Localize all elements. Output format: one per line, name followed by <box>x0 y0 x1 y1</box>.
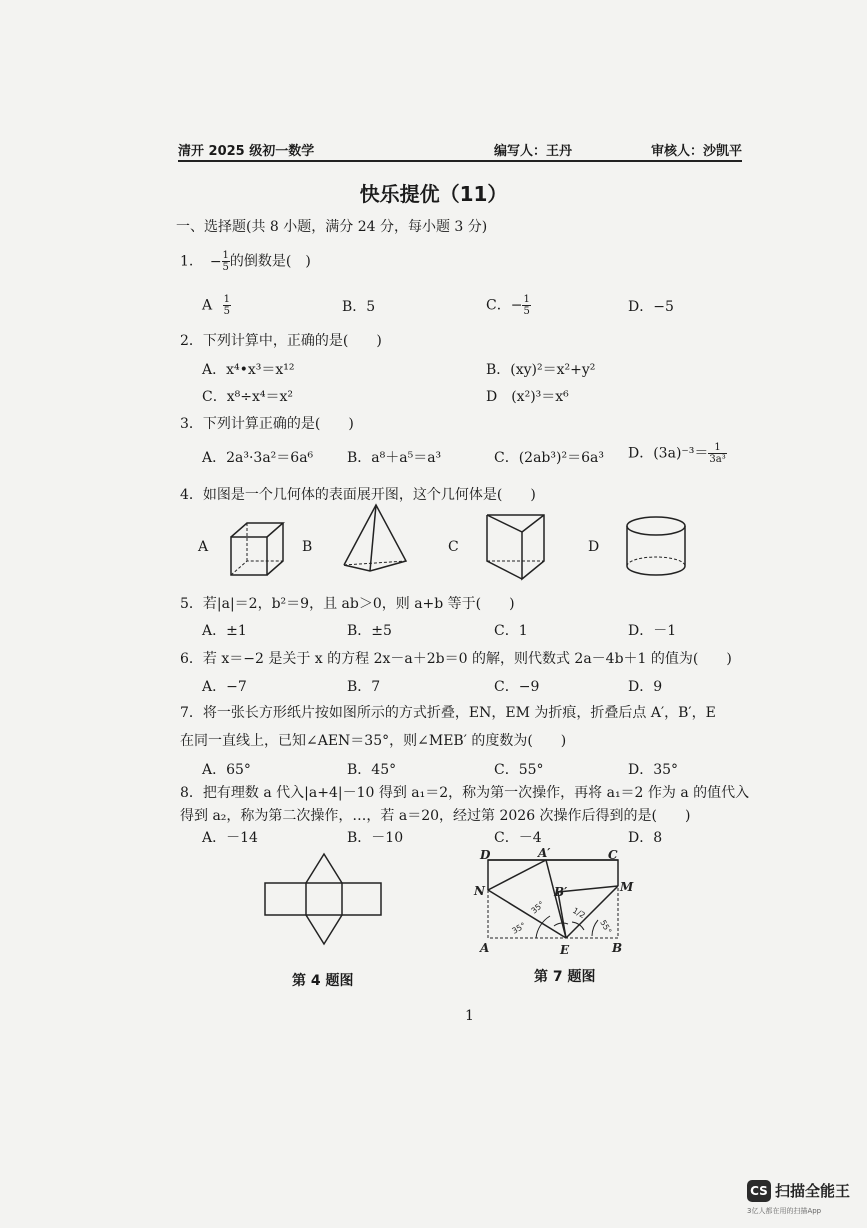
question-1-option-c <box>486 294 531 317</box>
question-7-option-d: D．35° <box>628 762 679 778</box>
fig7-angle-3: 1/2 <box>571 905 587 921</box>
question-8-option-c: C．－4 <box>494 830 542 846</box>
option-label: A <box>202 297 213 314</box>
option-d-prefix: D．(3a)⁻³＝ <box>628 445 709 462</box>
question-6-option-c: C．−9 <box>494 679 540 695</box>
cylinder-figure <box>624 514 690 580</box>
option-c-fraction <box>522 294 530 317</box>
question-1-number: 1. <box>180 253 194 270</box>
header-rule <box>178 160 742 162</box>
question-7-line2: 在同一直线上，已知∠AEN＝35°，则∠MEB′ 的度数为( ) <box>180 733 567 749</box>
fig7-angle-4: 55° <box>598 918 614 936</box>
question-4-option-c: C <box>448 539 459 555</box>
question-4-option-d: D <box>588 539 600 555</box>
frac-num: 1 <box>223 294 230 305</box>
watermark-name: 扫描全能王 <box>775 1182 851 1200</box>
question-2-stem: 2．下列计算中，正确的是( ) <box>180 333 382 349</box>
question-4-option-b: B <box>302 539 313 555</box>
question-5-stem: 5．若|a|＝2，b²＝9，且 ab＞0，则 a+b 等于( ) <box>180 596 515 612</box>
question-4-stem: 4．如图是一个几何体的表面展开图，这个几何体是( ) <box>180 487 536 503</box>
question-1-frac-num: 1 <box>222 250 229 261</box>
question-6-option-d: D．9 <box>628 679 663 695</box>
header-editor: 编写人：王丹 <box>494 144 573 159</box>
prism-figure <box>484 512 550 582</box>
page-number: 1 <box>465 1008 474 1024</box>
figure-4-net <box>262 848 384 956</box>
cube-figure <box>228 520 286 580</box>
question-2-option-d: D (x²)³＝x⁶ <box>486 389 569 405</box>
page-title: 快乐提优（11） <box>359 182 508 206</box>
question-7-option-b: B．45° <box>347 762 397 778</box>
question-3-option-c: C．(2ab³)²＝6a³ <box>494 450 604 466</box>
question-7-option-a: A．65° <box>202 762 251 778</box>
section-heading: 一、选择题(共 8 小题，满分 24 分，每小题 3 分) <box>176 219 488 235</box>
question-8-line1: 8．把有理数 a 代入|a+4|－10 得到 a₁＝2，称为第一次操作，再将 a₁＝2 作为 a 的值代入 <box>180 785 750 801</box>
frac-den: 3a³ <box>709 454 726 465</box>
pyramid-figure <box>340 502 410 574</box>
question-1-option-d: D．−5 <box>628 299 674 315</box>
question-1-option-a <box>202 294 231 317</box>
question-1-frac-den: 5 <box>222 262 229 273</box>
question-5-option-a: A．±1 <box>202 623 247 639</box>
question-7-line1: 7．将一张长方形纸片按如图所示的方式折叠，EN，EM 为折痕，折叠后点 A′，B′，E <box>180 705 716 721</box>
question-1-fraction <box>222 250 230 273</box>
fig7-angle-2: 35° <box>529 899 547 916</box>
figure-7-caption: 第 7 题图 <box>534 969 596 985</box>
figure-7-fold <box>476 846 636 966</box>
question-5-option-d: D．－1 <box>628 623 677 639</box>
question-8-option-a: A．－14 <box>202 830 258 846</box>
question-6-option-a: A．−7 <box>202 679 247 695</box>
option-label: C．− <box>486 297 523 314</box>
fig7-label-M: M <box>620 880 634 894</box>
question-4-option-a: A <box>198 539 209 555</box>
scanner-watermark <box>747 1178 859 1216</box>
fig7-label-B: B <box>612 941 623 955</box>
question-7-option-c: C．55° <box>494 762 544 778</box>
question-1-text: 的倒数是( ) <box>229 253 311 270</box>
question-1-option-b: B．5 <box>342 299 376 315</box>
question-1-neg: − <box>209 253 222 270</box>
fig7-angle-1: 35° <box>510 920 528 936</box>
fig7-label-N: N <box>474 884 485 898</box>
frac-den: 5 <box>523 306 530 317</box>
question-3-option-b: B．a⁸＋a⁵＝a³ <box>347 450 442 466</box>
question-2-option-c: C．x⁸÷x⁴＝x² <box>202 389 293 405</box>
fig7-label-A-prime: A′ <box>538 846 551 860</box>
question-2-option-b: B．(xy)²＝x²+y² <box>486 362 596 378</box>
fig7-label-D: D <box>480 848 491 862</box>
question-3-stem: 3．下列计算正确的是( ) <box>180 416 354 432</box>
fig7-label-B-prime: B′ <box>554 885 568 899</box>
cs-logo-icon: CS <box>747 1180 771 1202</box>
question-1-stem <box>180 250 311 273</box>
header-reviewer: 审核人：沙凯平 <box>651 144 743 159</box>
figure-4-caption: 第 4 题图 <box>292 973 354 989</box>
watermark-sub: 3亿人都在用的扫描App <box>747 1207 822 1215</box>
option-d-fraction <box>708 442 726 465</box>
question-5-option-c: C．1 <box>494 623 528 639</box>
question-8-option-b: B．－10 <box>347 830 404 846</box>
fig7-label-E: E <box>560 943 570 957</box>
question-8-option-d: D．8 <box>628 830 663 846</box>
question-8-line2: 得到 a₂，称为第二次操作，…，若 a＝20，经过第 2026 次操作后得到的是( ) <box>180 808 691 824</box>
frac-den: 5 <box>223 306 230 317</box>
frac-num: 1 <box>523 294 530 305</box>
question-3-option-d <box>628 442 727 465</box>
question-6-option-b: B．7 <box>347 679 381 695</box>
header-school: 清开 2025 级初一数学 <box>178 144 315 159</box>
fig7-label-C: C <box>608 848 618 862</box>
question-2-option-a: A．x⁴•x³＝x¹² <box>202 362 295 378</box>
option-a-fraction <box>223 294 231 317</box>
question-3-option-a: A．2a³·3a²＝6a⁶ <box>202 450 314 466</box>
fig7-label-A: A <box>480 941 490 955</box>
question-6-stem: 6．若 x＝−2 是关于 x 的方程 2x－a＋2b＝0 的解，则代数式 2a－4b＋1 的值为( ) <box>180 651 732 667</box>
question-5-option-b: B．±5 <box>347 623 392 639</box>
frac-num: 1 <box>708 442 726 454</box>
